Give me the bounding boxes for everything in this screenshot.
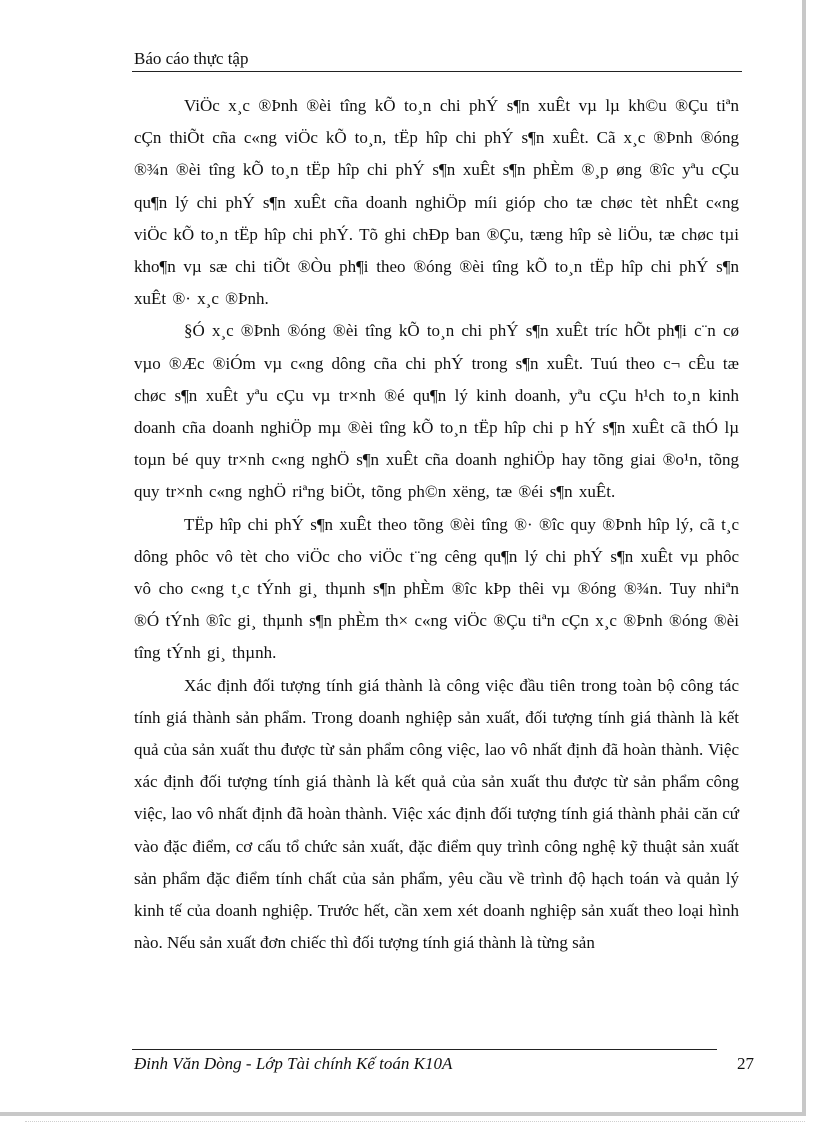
paragraph-3: TËp hîp chi phÝ s¶n xuÊt theo tõng ®èi tîng ®· ®îc quy ®Þnh hîp lý, cã t¸c dông phôc vô tèt cho viÖc cho viÖc t¨ng cêng qu¶n lý chi phÝ s¶n xuÊt vµ phôc vô cho c«ng t¸c tÝnh gi¸ thµnh s¶n phÈm ®îc kÞp thêi vµ ®óng ®¾n. Tuy nhiªn ®Ó tÝnh ®îc gi¸ thµnh s¶n phÈm th× c«ng viÖc ®Çu tiªn cÇn x¸c ®Þnh ®óng ®èi tîng tÝnh gi¸ thµnh. [134,514,739,663]
body-text [134,90,739,959]
page-separator [25,1121,805,1122]
header-title: Báo cáo thực tập [134,49,249,68]
header-rule [132,71,742,72]
footer-rule [132,1049,717,1050]
paragraph-2: §Ó x¸c ®Þnh ®óng ®èi tîng kÕ to¸n chi phÝ s¶n xuÊt tríc hÕt ph¶i c¨n cø vµo ®Æc ®iÓm vµ c«ng dông cña chi phÝ trong s¶n xuÊt. Tuú theo c¬ cÊu tæ chøc s¶n xuÊt yªu cÇu vµ tr×nh ®é qu¶n lý kinh doanh, yªu cÇu h¹ch to¸n kinh doanh cña doanh nghiÖp mµ ®èi tîng kÕ to¸n tËp hîp chi p hÝ s¶n xuÊt cã thÓ lµ toµn bé quy tr×nh c«ng nghÖ s¶n xuÊt cña doanh nghiÖp hay tõng giai ®o¹n, tõng quy tr×nh c«ng nghÖ riªng biÖt, tõng ph©n xëng, tæ ®éi s¶n xuÊt. [134,321,739,502]
paragraph-4: Xác định đối tượng tính giá thành là công việc đầu tiên trong toàn bộ công tác tính giá thành sản phẩm. Trong doanh nghiệp sản xuất, đối tượng tính giá thành là kết quả của sản xuất thu được từ sản phẩm công việc, lao vô nhất định đã hoàn thành. Việc xác định đối tượng tính giá thành là kết quả của sản xuất thu được từ sản phẩm công việc, lao vô nhất định đã hoàn thành. Việc xác định đối tượng tính giá thành phải căn cứ vào đặc điểm, cơ cấu tổ chức sản xuất, đặc điểm quy trình công nghệ kỹ thuật sản xuất sản phẩm đặc điểm tính chất của sản phẩm, yêu cầu về trình độ hạch toán và quản lý kinh tế của doanh nghiệp. Trước hết, cần xem xét doanh nghiệp sản xuất theo loại hình nào. Nếu sản xuất đơn chiếc thì đối tượng tính giá thành là từng sản [134,675,739,953]
paragraph-1: ViÖc x¸c ®Þnh ®èi tîng kÕ to¸n chi phÝ s¶n xuÊt vµ lµ kh©u ®Çu tiªn cÇn thiÕt cña c«ng viÖc kÕ to¸n, tËp hîp chi phÝ s¶n xuÊt. Cã x¸c ®Þnh ®óng ®¾n ®èi tîng kÕ to¸n tËp hîp chi phÝ s¶n xuÊt s¶n phÈm ®¸p øng ®îc yªu cÇu qu¶n lý chi phÝ s¶n xuÊt cña doanh nghiÖp míi gióp cho tæ chøc tèt nhÊt c«ng viÖc kÕ to¸n tËp hîp chi phÝ. Tõ ghi chÐp ban ®Çu, tæng hîp sè liÖu, tæ chøc tµi kho¶n vµ sæ chi tiÕt ®Òu ph¶i theo ®óng ®èi tîng kÕ to¸n tËp hîp chi phÝ s¶n xuÊt ®· x¸c ®Þnh. [134,96,739,309]
footer-author-line: Đinh Văn Dòng - Lớp Tài chính Kế toán K10A [134,1054,453,1073]
page-number: 27 [737,1054,754,1073]
